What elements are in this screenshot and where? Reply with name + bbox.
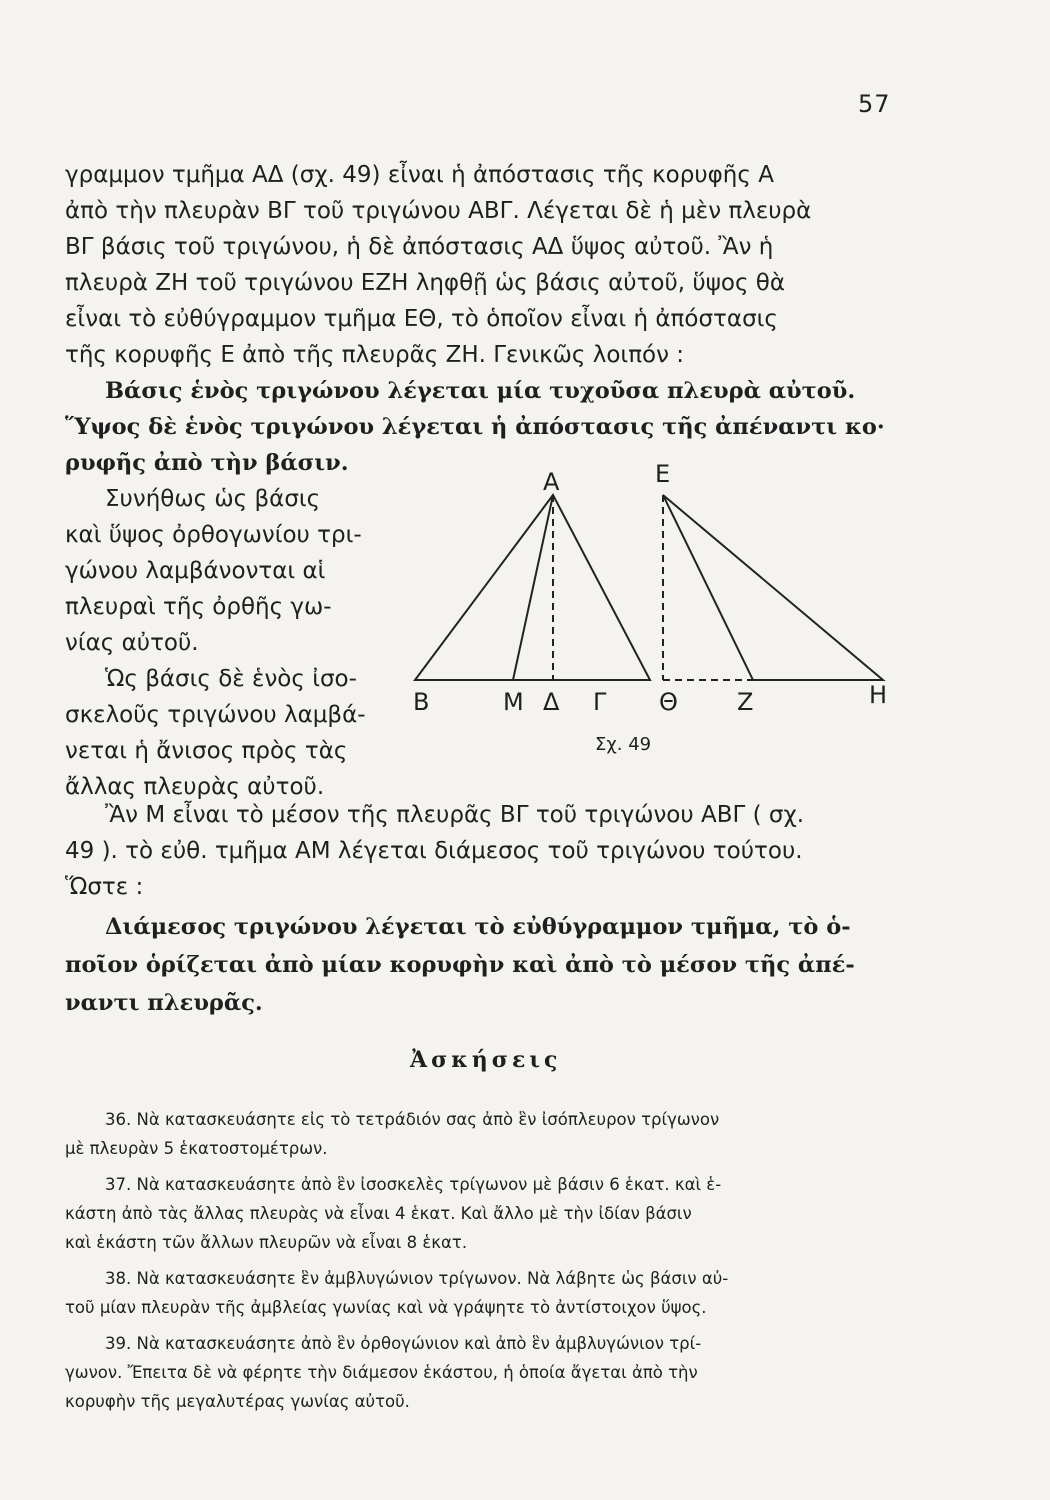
exercise-line: κορυφὴν τῆς μεγαλυτέρας γωνίας αὐτοῦ.: [65, 1392, 410, 1411]
text-line: ἄλλας πλευρὰς αὐτοῦ.: [65, 774, 325, 800]
point-label: Ζ: [737, 688, 754, 716]
point-label: Μ: [503, 688, 524, 716]
exercise-line: καὶ ἑκάστη τῶν ἄλλων πλευρῶν νὰ εἶναι 8 ἑκατ.: [65, 1233, 468, 1252]
text-line: ΒΓ βάσις τοῦ τριγώνου, ἡ δὲ ἀπόστασις ΑΔ ὕψος αὐτοῦ. Ἂν ἡ: [65, 234, 774, 260]
text-line: πλευραὶ τῆς ὀρθῆς γω-: [65, 594, 332, 620]
exercise-line: 36. Νὰ κατασκευάσητε εἰς τὸ τετράδιόν σας ἀπὸ ἓν ἰσόπλευρον τρίγωνον: [105, 1110, 720, 1129]
definition-line: ποῖον ὁρίζεται ἀπὸ μίαν κορυφὴν καὶ ἀπὸ τὸ μέσον τῆς ἀπέ-: [65, 952, 855, 978]
text-line: σκελοῦς τριγώνου λαμβά-: [65, 702, 366, 728]
point-label: Α: [543, 468, 560, 496]
point-label: Γ: [593, 688, 607, 716]
exercise-line: γωνον. Ἔπειτα δὲ νὰ φέρητε τὴν διάμεσον ἑκάστου, ἡ ὁποία ἄγεται ἀπὸ τὴν: [65, 1363, 698, 1382]
text-line: ἀπὸ τὴν πλευρὰν ΒΓ τοῦ τριγώνου ΑΒΓ. Λέγεται δὲ ἡ μὲν πλευρὰ: [65, 198, 812, 224]
text-line: τῆς κορυφῆς Ε ἀπὸ τῆς πλευρᾶς ΖΗ. Γενικῶς λοιπόν :: [65, 342, 685, 368]
page-number: 57: [858, 90, 891, 118]
point-label: Θ: [659, 688, 678, 716]
definition-line: Ὕψος δὲ ἑνὸς τριγώνου λέγεται ἡ ἀπόστασις τῆς ἀπέναντι κο·: [65, 414, 885, 440]
text-line: Συνήθως ὡς βάσις: [105, 486, 321, 512]
triangle-ezh: [663, 495, 883, 680]
text-line: Ὡς βάσις δὲ ἑνὸς ἰσο-: [105, 666, 357, 692]
point-label: Δ: [543, 688, 560, 716]
exercise-line: 37. Νὰ κατασκευάσητε ἀπὸ ἓν ἰσοσκελὲς τρίγωνον μὲ βάσιν 6 ἑκατ. καὶ ἑ-: [105, 1175, 722, 1194]
text-line: πλευρὰ ΖΗ τοῦ τριγώνου ΕΖΗ ληφθῇ ὡς βάσις αὐτοῦ, ὕψος θὰ: [65, 270, 786, 296]
text-line: νίας αὐτοῦ.: [65, 630, 199, 656]
exercise-line: 39. Νὰ κατασκευάσητε ἀπὸ ἓν ὀρθογώνιον καὶ ἀπὸ ἓν ἀμβλυγώνιον τρί-: [105, 1334, 702, 1353]
figure-49: [405, 460, 905, 760]
definition-line: Διάμεσος τριγώνου λέγεται τὸ εὐθύγραμμον τμῆμα, τὸ ὁ-: [105, 914, 851, 940]
text-line: 49 ). τὸ εὐθ. τμῆμα ΑΜ λέγεται διάμεσος τοῦ τριγώνου τούτου.: [65, 838, 803, 864]
text-line: καὶ ὕψος ὀρθογωνίου τρι-: [65, 522, 362, 548]
text-line: νεται ἡ ἄνισος πρὸς τὰς: [65, 738, 348, 764]
definition-line: Βάσις ἑνὸς τριγώνου λέγεται μία τυχοῦσα πλευρὰ αὐτοῦ.: [105, 378, 856, 404]
figure-caption: Σχ. 49: [595, 734, 652, 755]
definition-line: ρυφῆς ἀπὸ τὴν βάσιν.: [65, 450, 349, 476]
definition-line: ναντι πλευρᾶς.: [65, 990, 263, 1016]
point-label: Η: [869, 681, 888, 709]
text-line: Ἂν Μ εἶναι τὸ μέσον τῆς πλευρᾶς ΒΓ τοῦ τριγώνου ΑΒΓ ( σχ.: [105, 802, 805, 828]
exercise-line: τοῦ μίαν πλευρὰν τῆς ἀμβλείας γωνίας καὶ νὰ γράψητε τὸ ἀντίστοιχον ὕψος.: [65, 1298, 707, 1317]
exercises-heading: Ἀσκήσεις: [410, 1047, 562, 1073]
text-line: γραμμον τμῆμα ΑΔ (σχ. 49) εἶναι ἡ ἀπόστασις τῆς κορυφῆς Α: [65, 162, 774, 188]
text-line: Ὥστε :: [65, 874, 144, 900]
exercise-line: 38. Νὰ κατασκευάσητε ἓν ἀμβλυγώνιον τρίγωνον. Νὰ λάβητε ὡς βάσιν αὐ-: [105, 1269, 729, 1288]
text-line: γώνου λαμβάνονται αἱ: [65, 558, 326, 584]
exercise-line: μὲ πλευρὰν 5 ἑκατοστομέτρων.: [65, 1139, 328, 1158]
point-label: Β: [413, 688, 430, 716]
exercise-line: κάστη ἀπὸ τὰς ἄλλας πλευρὰς νὰ εἶναι 4 ἑκατ. Καὶ ἄλλο μὲ τὴν ἰδίαν βάσιν: [65, 1204, 692, 1223]
text-line: εἶναι τὸ εὐθύγραμμον τμῆμα ΕΘ, τὸ ὁποῖον εἶναι ἡ ἀπόστασις: [65, 306, 778, 332]
point-label: Ε: [655, 460, 671, 488]
